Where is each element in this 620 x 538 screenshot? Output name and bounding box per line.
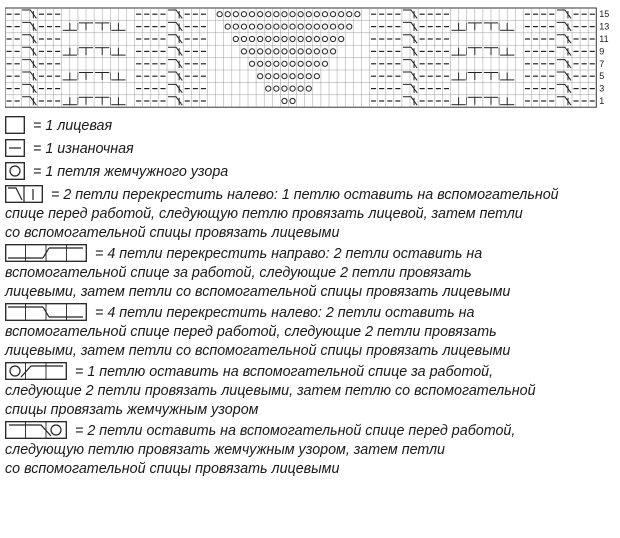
row-number: 1 <box>599 96 605 106</box>
cross3-seed-right-symbol-icon <box>5 362 67 380</box>
legend-text-line: со вспомогательной спицы провязать лицевыми <box>5 225 340 241</box>
cross4-left-symbol-icon <box>5 303 87 321</box>
legend-item <box>5 116 615 138</box>
row-number: 3 <box>599 83 605 94</box>
cross2-left-symbol-icon <box>5 185 43 203</box>
legend-item <box>5 303 615 361</box>
row-number: 13 <box>599 21 610 32</box>
row-number: 9 <box>599 46 605 57</box>
legend-text: = 1 петля жемчужного узора <box>33 164 229 180</box>
legend-text-line: лицевыми, затем петли со вспомогательной спицы провязать лицевыми <box>5 284 511 300</box>
legend-item <box>5 244 615 302</box>
purl-symbol-icon <box>5 139 25 157</box>
legend-text: = 1 изнаночная <box>33 141 134 157</box>
legend-text-line: вспомогательной спице за работой, следующие 2 петли провязать <box>5 265 472 281</box>
legend-item <box>5 162 615 184</box>
legend-text: = 1 лицевая <box>33 118 113 134</box>
legend-item <box>5 139 615 161</box>
legend-text-line: со вспомогательной спицы провязать лицевыми <box>5 461 340 477</box>
knit-symbol-icon <box>5 116 25 134</box>
row-number: 11 <box>599 34 609 44</box>
legend-item <box>5 362 615 420</box>
legend-text-line: = 2 петли оставить на вспомогательной спице перед работой, <box>75 423 516 439</box>
legend-item <box>5 185 615 243</box>
legend-text-line: спице перед работой, следующую петлю провязать лицевой, затем петли <box>5 206 523 222</box>
cross3-seed-left-symbol-icon <box>5 421 67 439</box>
row-number: 5 <box>599 71 605 82</box>
legend-text-line: спицы провязать жемчужным узором <box>5 402 259 418</box>
legend-text-line: = 1 петлю оставить на вспомогательной спице за работой, <box>75 364 494 380</box>
legend-text-line: следующие 2 петли провязать лицевыми, затем петлю со вспомогательной <box>5 383 536 399</box>
knitting-chart <box>5 6 617 110</box>
legend <box>5 116 615 480</box>
row-number: 7 <box>599 58 605 69</box>
seed-symbol-icon <box>5 162 25 180</box>
legend-text-line: = 4 петли перекрестить направо: 2 петли оставить на <box>95 246 483 262</box>
legend-item <box>5 421 615 479</box>
legend-text-line: вспомогательной спице перед работой, следующие 2 петли провязать <box>5 324 497 340</box>
cross4-right-symbol-icon <box>5 244 87 262</box>
chart-grid <box>5 6 617 110</box>
legend-text-line: следующую петлю провязать жемчужным узором, затем петли <box>5 442 445 458</box>
row-number: 15 <box>599 9 610 20</box>
legend-text-line: = 4 петли перекрестить налево: 2 петли оставить на <box>95 305 475 321</box>
legend-text-line: = 2 петли перекрестить налево: 1 петлю оставить на вспомогательной <box>51 187 559 203</box>
legend-text-line: лицевыми, затем петли со вспомогательной спицы провязать лицевыми <box>5 343 511 359</box>
